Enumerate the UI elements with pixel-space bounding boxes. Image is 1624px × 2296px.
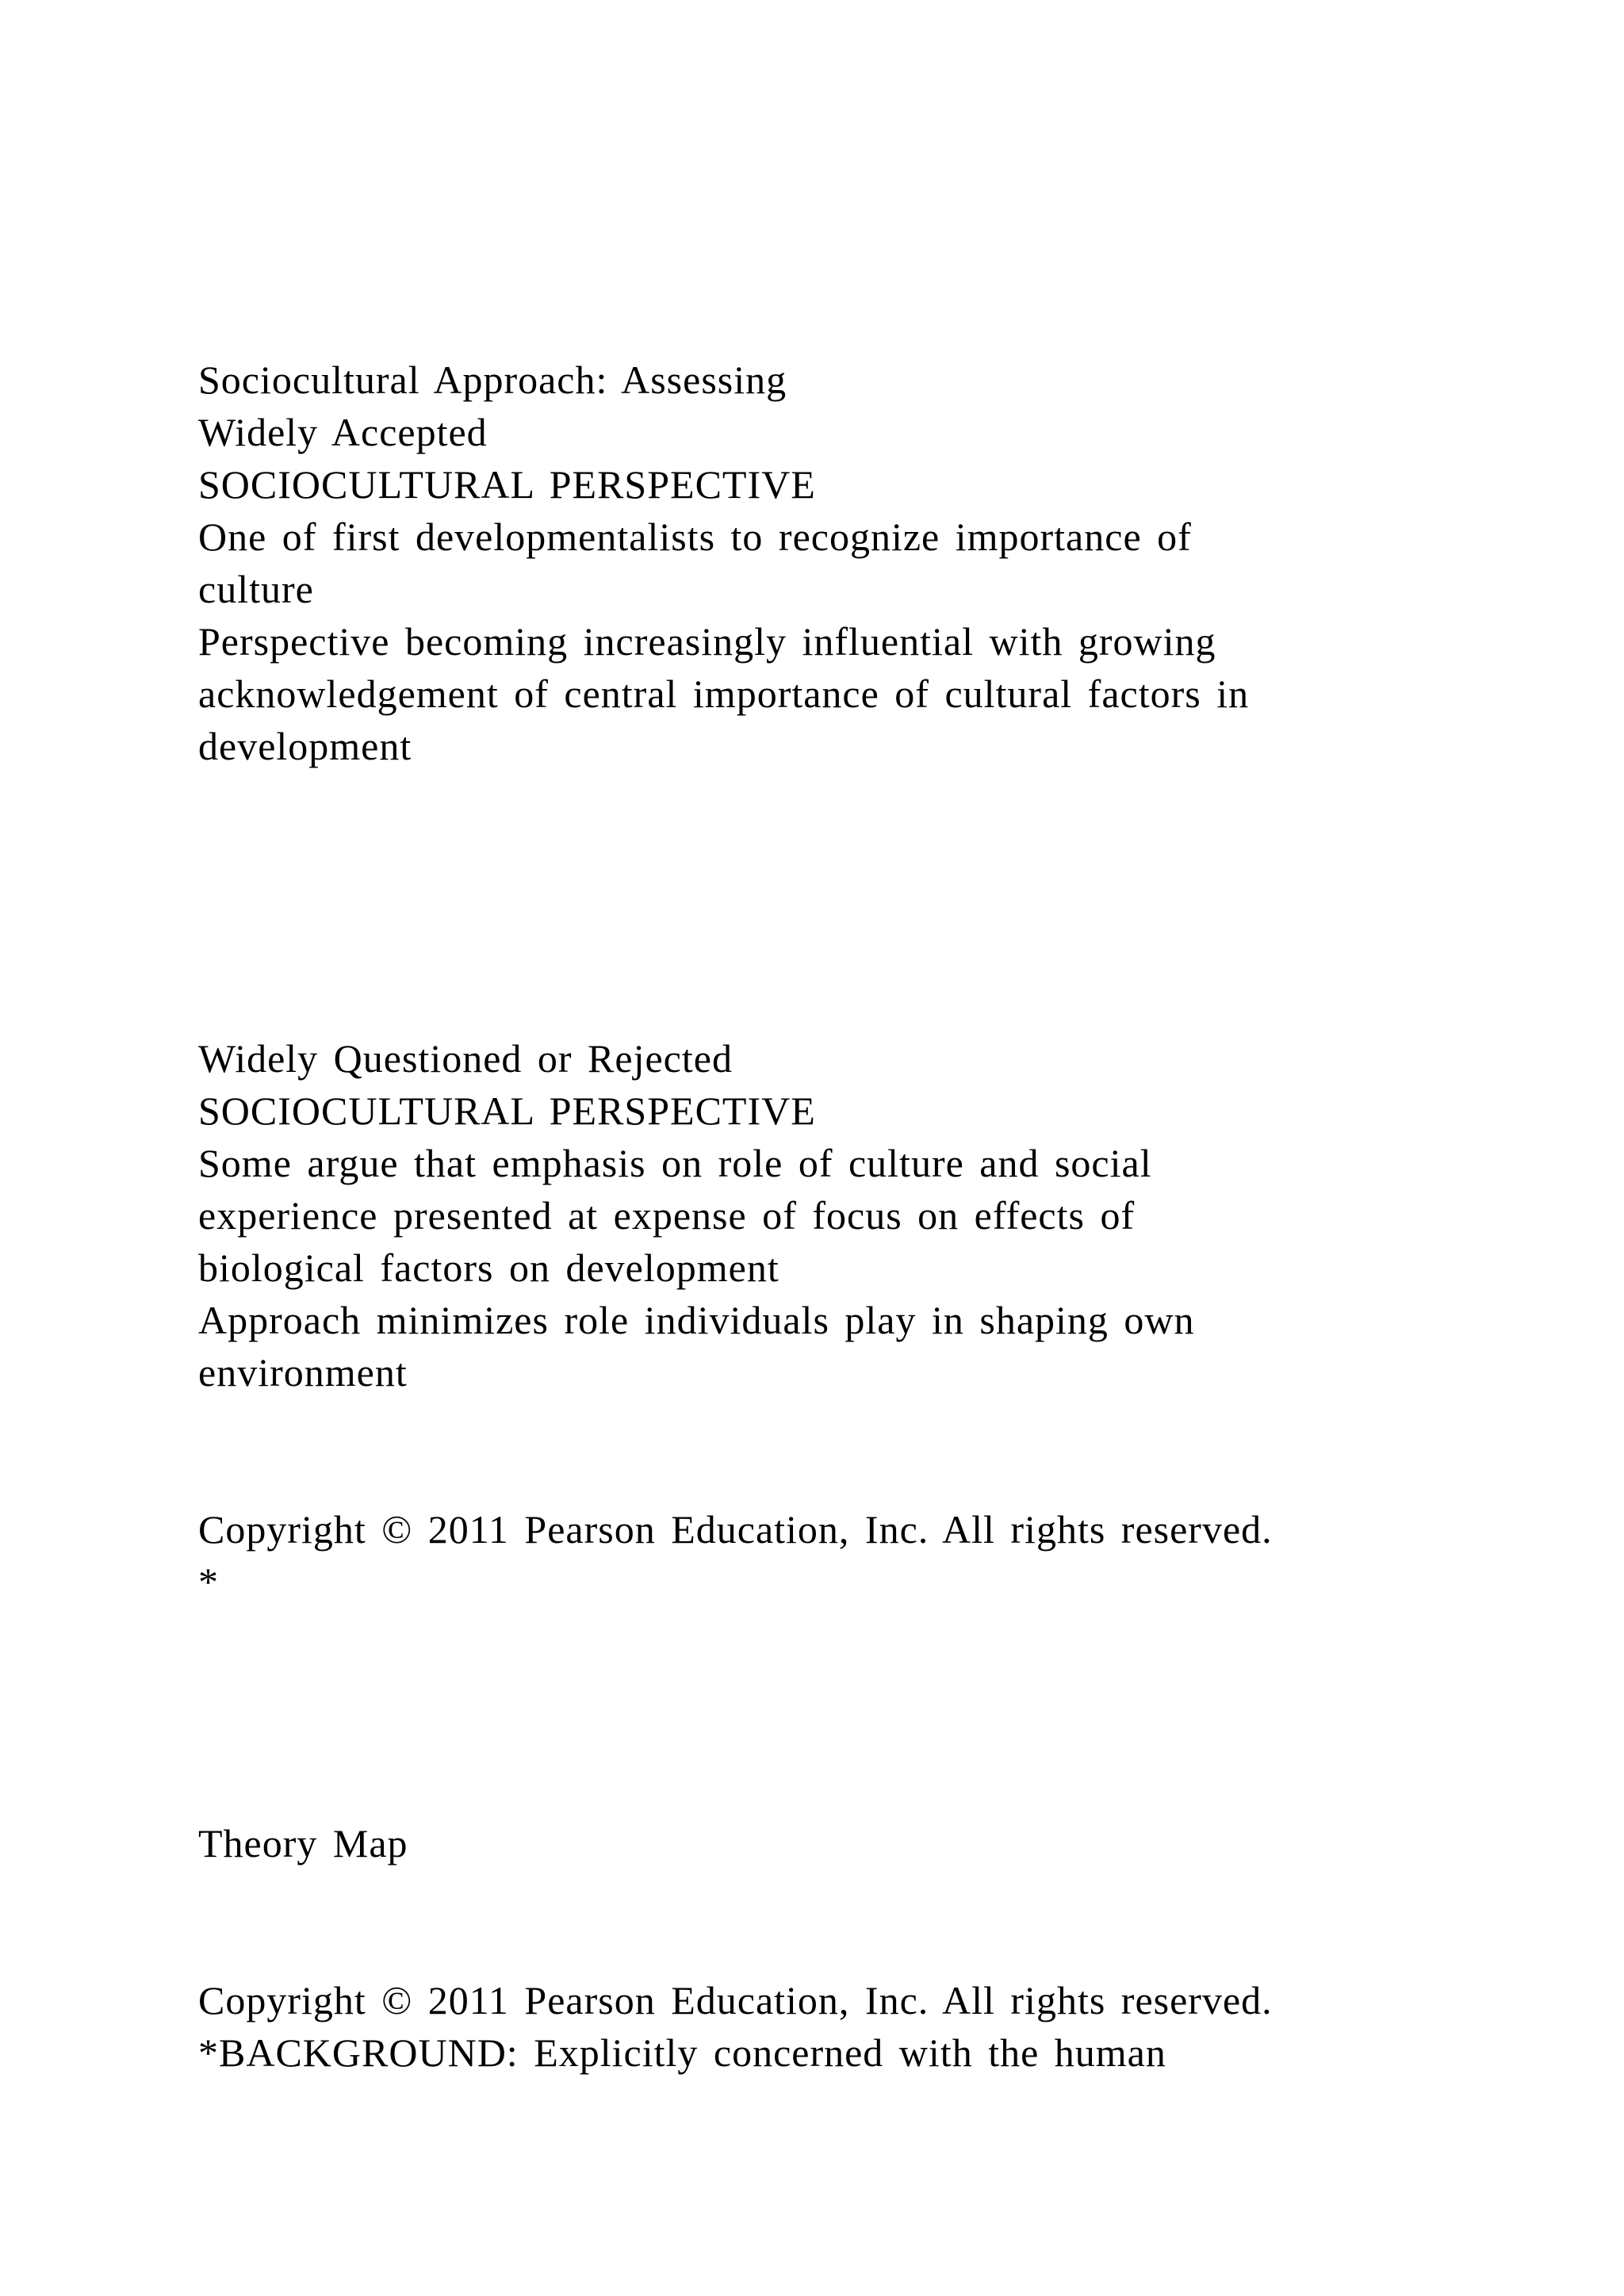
perspective-label: SOCIOCULTURAL PERSPECTIVE	[198, 462, 816, 507]
theory-map-heading: Theory Map	[198, 1821, 408, 1866]
text-line: biological factors on development	[198, 1246, 779, 1290]
text-line: experience presented at expense of focus on effects of	[198, 1193, 1136, 1238]
footnote-marker: *	[198, 1559, 219, 1604]
text-line: Some argue that emphasis on role of culture and social	[198, 1141, 1152, 1185]
perspective-label: SOCIOCULTURAL PERSPECTIVE	[198, 1089, 816, 1133]
background-note: *BACKGROUND: Explicitly concerned with the human	[198, 2030, 1166, 2075]
slide-title: Sociocultural Approach: Assessing	[198, 358, 787, 402]
copyright-notice: Copyright © 2011 Pearson Education, Inc. All rights reserved.	[198, 1978, 1273, 2022]
text-line: culture	[198, 567, 314, 611]
section-heading-accepted: Widely Accepted	[198, 410, 488, 454]
text-line: Approach minimizes role individuals play in shaping own	[198, 1298, 1195, 1342]
text-line: development	[198, 724, 412, 768]
text-line: One of first developmentalists to recognize importance of	[198, 515, 1192, 559]
section-heading-questioned: Widely Questioned or Rejected	[198, 1036, 733, 1081]
text-line: Perspective becoming increasingly influential with growing	[198, 619, 1216, 664]
text-line: environment	[198, 1350, 408, 1395]
text-line: acknowledgement of central importance of cultural factors in	[198, 672, 1250, 716]
copyright-notice: Copyright © 2011 Pearson Education, Inc. All rights reserved.	[198, 1507, 1273, 1552]
